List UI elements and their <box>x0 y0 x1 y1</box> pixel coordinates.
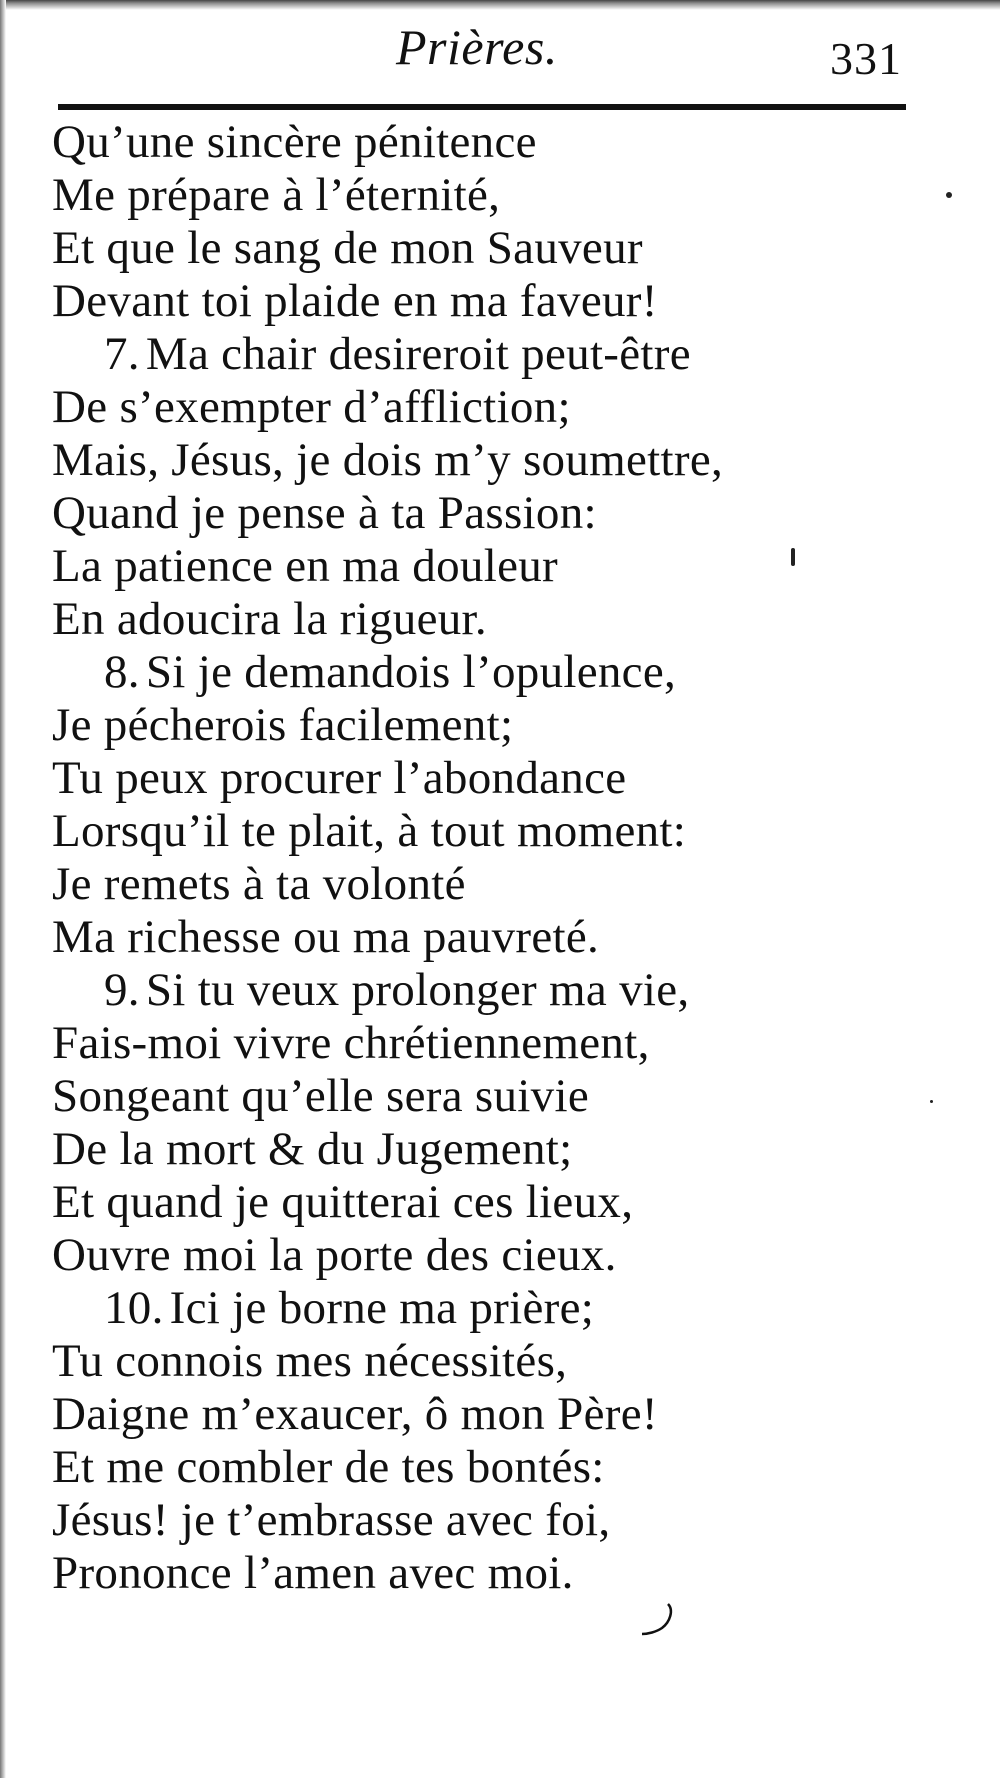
header-rule <box>58 104 906 110</box>
page-left-edge <box>0 0 6 1778</box>
verse-line <box>52 222 932 275</box>
verse-line <box>52 1070 932 1123</box>
verse-line <box>52 1335 932 1388</box>
verse-line <box>52 1123 932 1176</box>
end-flourish-icon <box>640 1600 680 1640</box>
ink-speck <box>930 1100 933 1103</box>
stanza-number: 7. <box>104 328 140 380</box>
line-text: Et me combler de tes bontés: <box>52 1441 605 1493</box>
line-text: La patience en ma douleur <box>52 540 558 592</box>
line-text: Je pécherois facilement; <box>52 699 514 751</box>
line-text: Je remets à ta volonté <box>52 858 466 910</box>
line-text: Ma richesse ou ma pauvreté. <box>52 911 600 963</box>
stanza-number: 8. <box>104 646 140 698</box>
line-text: Songeant qu’elle sera suivie <box>52 1070 589 1122</box>
stanza-number: 9. <box>104 964 140 1016</box>
verse-line <box>52 1229 932 1282</box>
line-text: Lorsqu’il te plait, à tout moment: <box>52 805 687 857</box>
verse-line <box>52 1388 932 1441</box>
verse-line <box>52 593 932 646</box>
verse-line <box>52 434 932 487</box>
line-text: Et que le sang de mon Sauveur <box>52 222 643 274</box>
verse-line <box>52 1176 932 1229</box>
verse-line <box>52 116 932 169</box>
running-head: Prières. <box>396 19 558 75</box>
line-text: Ma chair desireroit peut-être <box>145 328 691 380</box>
verse-line <box>52 540 932 593</box>
verse-line <box>52 1441 932 1494</box>
line-text: Si je demandois l’opulence, <box>145 646 677 698</box>
verse-line <box>52 752 932 805</box>
line-text: Tu connois mes nécessités, <box>52 1335 568 1387</box>
line-text: Mais, Jésus, je dois m’y soumettre, <box>52 434 724 486</box>
stanza-first-line <box>52 964 932 1017</box>
line-text: Me prépare à l’éternité, <box>52 169 501 221</box>
verse-line <box>52 169 932 222</box>
verse-line <box>52 275 932 328</box>
stanza-first-line <box>52 328 932 381</box>
verse-line <box>52 699 932 752</box>
verse-line <box>52 1017 932 1070</box>
stanza-number: 10. <box>104 1282 164 1334</box>
stanza-first-line <box>52 1282 932 1335</box>
line-text: Prononce l’amen avec moi. <box>52 1547 574 1599</box>
line-text: Daigne m’exaucer, ô mon Père! <box>52 1388 658 1440</box>
line-text: Tu peux procurer l’abondance <box>52 752 627 804</box>
line-text: Fais-moi vivre chrétiennement, <box>52 1017 650 1069</box>
verse-line <box>52 487 932 540</box>
line-text: Si tu veux prolonger ma vie, <box>145 964 690 1016</box>
line-text: En adoucira la rigueur. <box>52 593 487 645</box>
verse-line <box>52 858 932 911</box>
verse-line <box>52 911 932 964</box>
ink-speck <box>946 192 952 198</box>
stanza-first-line <box>52 646 932 699</box>
line-text: Qu’une sincère pénitence <box>52 116 537 168</box>
page-number: 331 <box>830 33 902 84</box>
line-text: Jésus! je t’embrasse avec foi, <box>52 1494 611 1546</box>
line-text: Quand je pense à ta Passion: <box>52 487 597 539</box>
line-text: Ouvre moi la porte des cieux. <box>52 1229 617 1281</box>
page-top-edge <box>0 0 1000 10</box>
verse-line <box>52 1547 932 1600</box>
verse-line <box>52 1494 932 1547</box>
hymn-text <box>52 116 932 1600</box>
line-text: De s’exempter d’affliction; <box>52 381 571 433</box>
verse-line <box>52 805 932 858</box>
line-text: Et quand je quitterai ces lieux, <box>52 1176 634 1228</box>
line-text: Devant toi plaide en ma faveur! <box>52 275 658 327</box>
line-text: De la mort & du Jugement; <box>52 1123 573 1175</box>
verse-line <box>52 381 932 434</box>
line-text: Ici je borne ma prière; <box>169 1282 595 1334</box>
ink-speck <box>791 548 795 566</box>
